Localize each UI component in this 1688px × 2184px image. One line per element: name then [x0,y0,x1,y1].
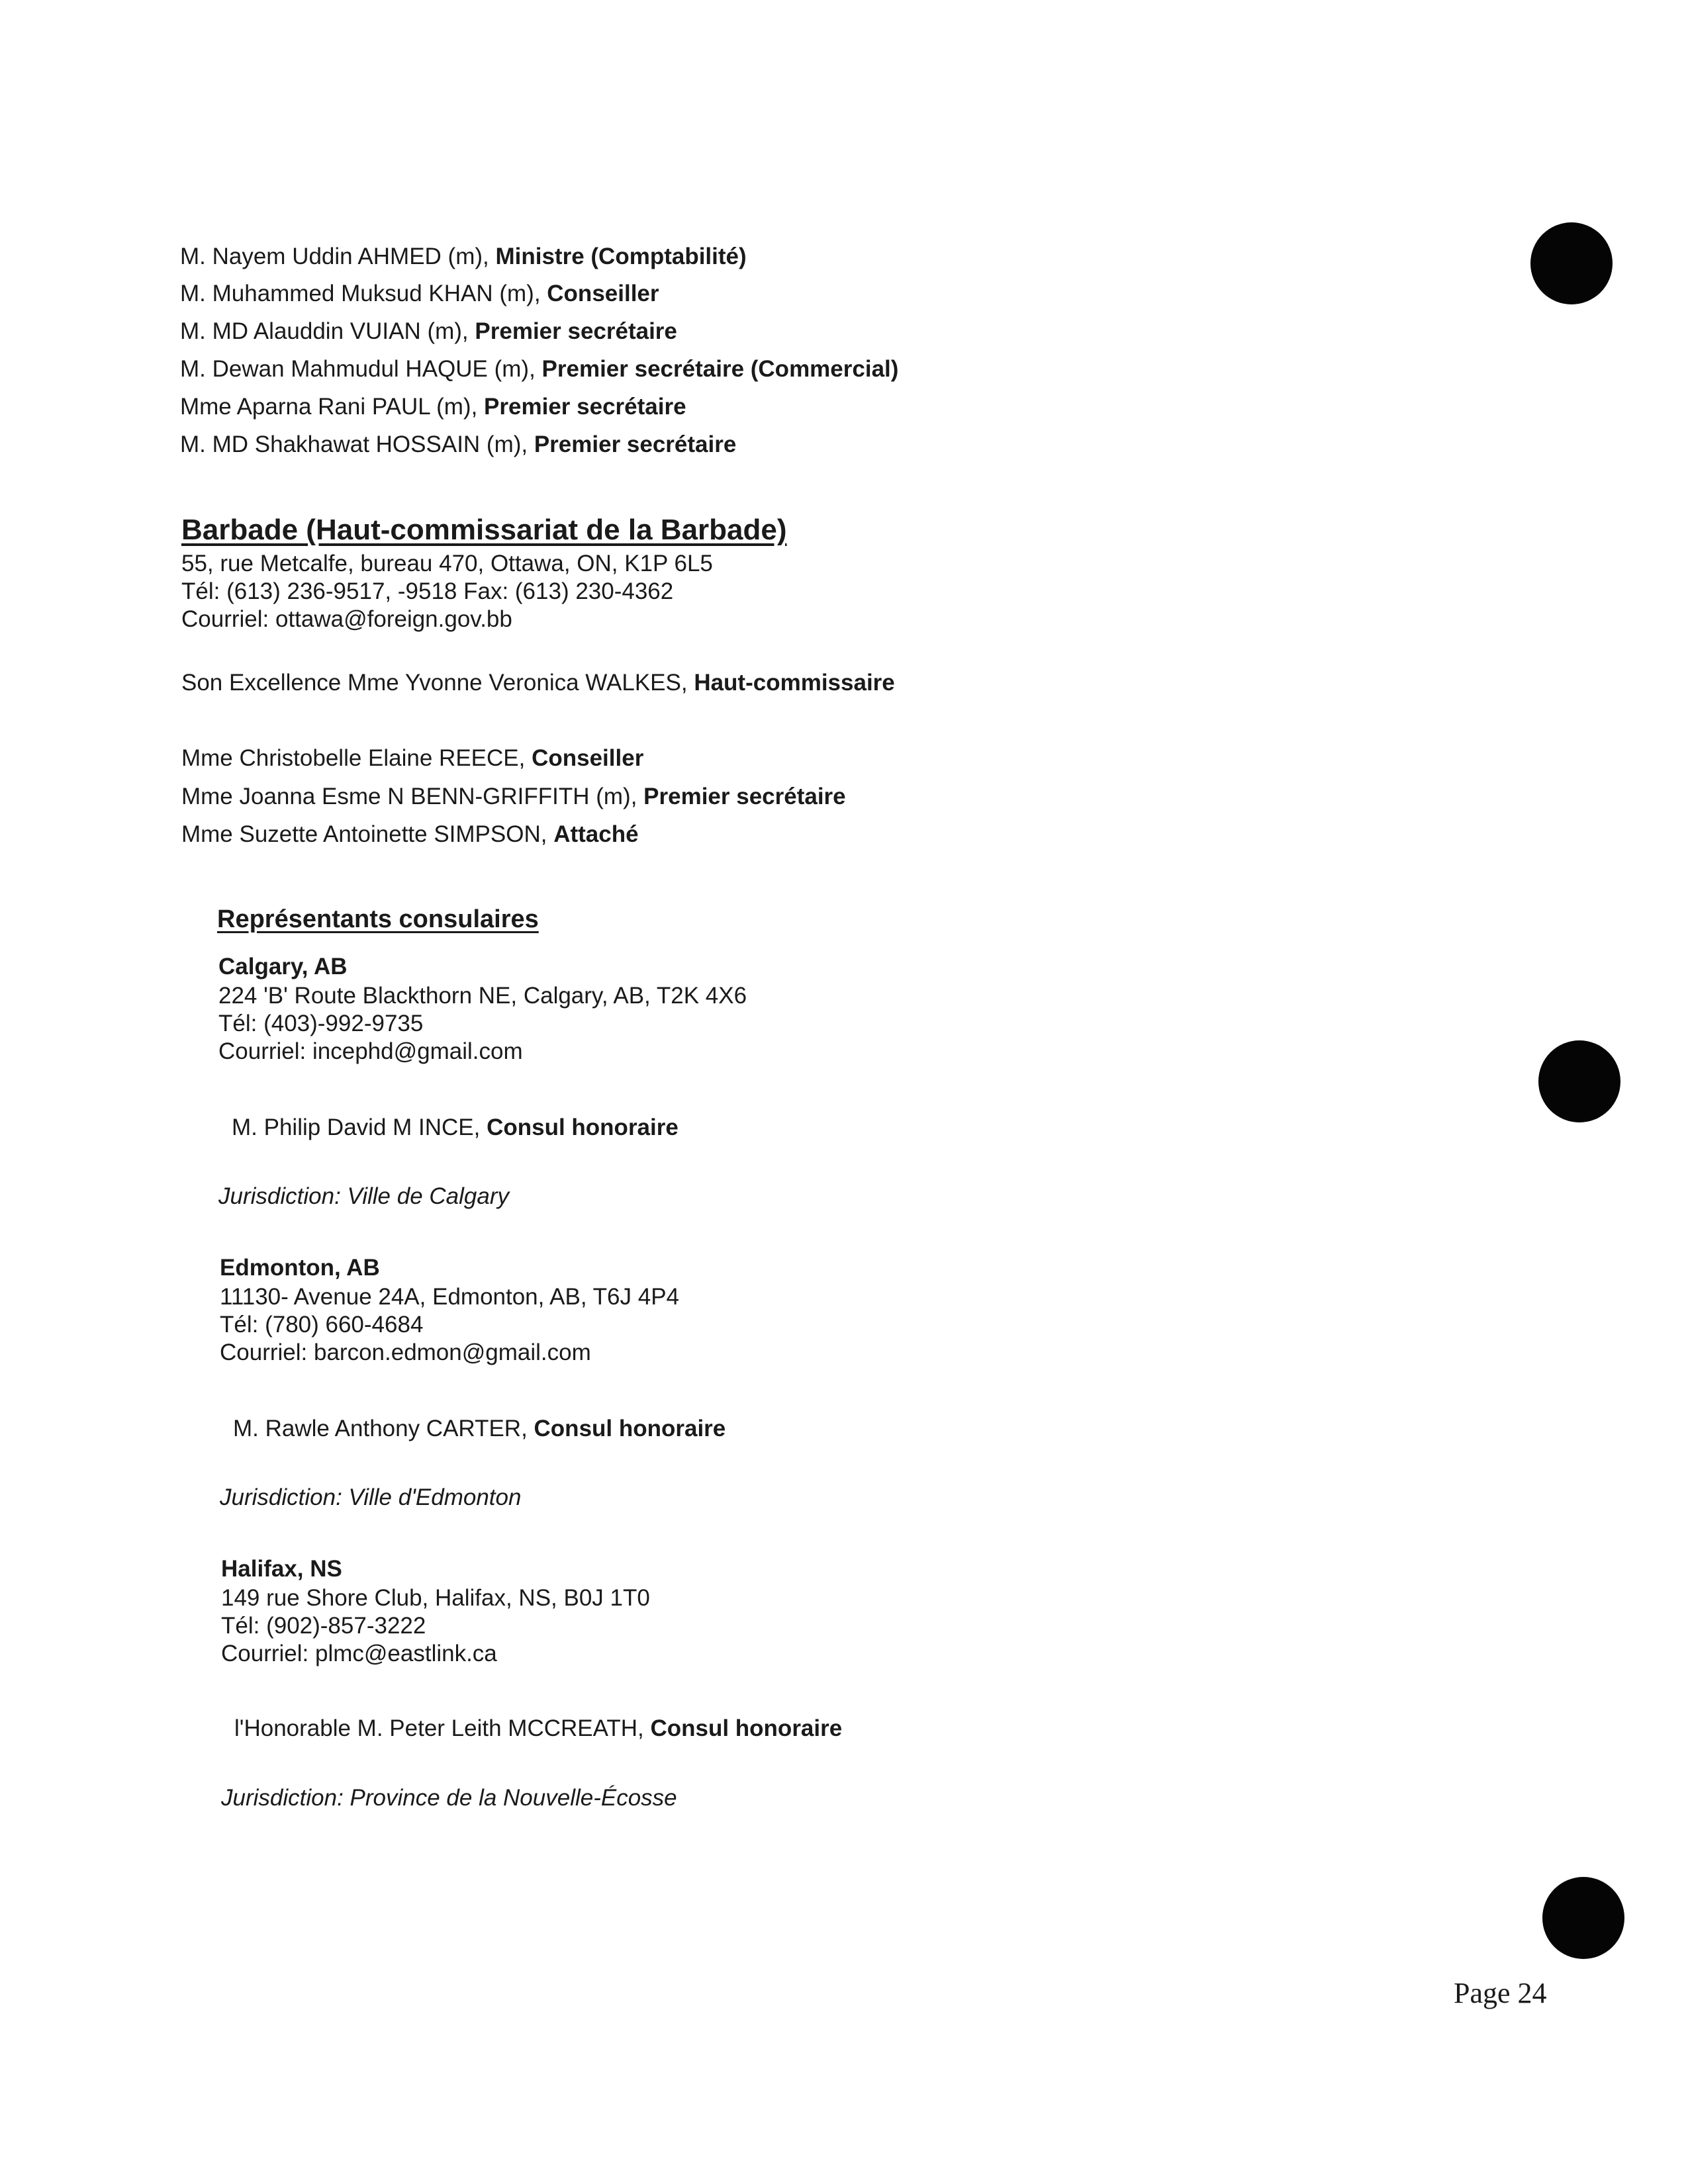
office-address: 11130- Avenue 24A, Edmonton, AB, T6J 4P4 [220,1284,680,1310]
office-city: Halifax, NS [221,1556,342,1582]
consul-name: l'Honorable M. Peter Leith MCCREATH, [234,1715,651,1741]
staff-title: Premier secrétaire [534,432,737,457]
staff-title: Premier secrétaire (Commercial) [541,356,899,382]
barbados-email: Courriel: ottawa@foreign.gov.bb [181,606,512,632]
staff-title: Conseiller [532,745,644,771]
hole-punch-middle [1538,1040,1620,1122]
consul-name: M. Philip David M INCE, [232,1115,487,1140]
staff-entry [180,279,659,308]
staff-name: Mme Joanna Esme N BENN-GRIFFITH (m), [181,784,644,809]
staff-name: M. Muhammed Muksud KHAN (m), [180,281,547,306]
office-city: Calgary, AB [218,954,348,979]
staff-name: Mme Aparna Rani PAUL (m), [180,394,485,420]
office-email: Courriel: incephd@gmail.com [218,1038,523,1064]
staff-entry [181,782,846,811]
staff-title: Conseiller [547,281,659,306]
consul-name: M. Rawle Anthony CARTER, [233,1416,534,1441]
office-address: 224 'B' Route Blackthorn NE, Calgary, AB, T2K 4X6 [218,983,747,1009]
office-phone: Tél: (780) 660-4684 [220,1312,424,1338]
staff-title: Attaché [553,821,639,847]
staff-title: Premier secrétaire [475,318,677,344]
staff-name: M. Nayem Uddin AHMED (m), [180,244,496,269]
staff-entry [180,430,736,459]
page-number: Page 24 [1454,1977,1547,2009]
office-email: Courriel: barcon.edmon@gmail.com [220,1340,591,1365]
office-phone: Tél: (902)-857-3222 [221,1613,426,1639]
staff-name: M. Dewan Mahmudul HAQUE (m), [180,356,542,382]
hole-punch-bottom [1542,1877,1624,1959]
office-jurisdiction: Jurisdiction: Ville de Calgary [218,1183,510,1209]
staff-name: M. MD Alauddin VUIAN (m), [180,318,475,344]
consul-entry [234,1714,842,1743]
office-city: Edmonton, AB [220,1255,380,1281]
barbados-address: 55, rue Metcalfe, bureau 470, Ottawa, ON, K1P 6L5 [181,551,713,576]
office-phone: Tél: (403)-992-9735 [218,1011,424,1036]
staff-name: M. MD Shakhawat HOSSAIN (m), [180,432,534,457]
office-jurisdiction: Jurisdiction: Province de la Nouvelle-Écosse [221,1785,677,1811]
staff-entry [180,392,686,422]
staff-title: Ministre (Comptabilité) [495,244,747,269]
staff-entry [180,317,677,346]
staff-title: Premier secrétaire [643,784,846,809]
consul-entry [232,1113,679,1142]
staff-entry [181,744,643,773]
consul-entry [233,1414,726,1443]
office-address: 149 rue Shore Club, Halifax, NS, B0J 1T0 [221,1585,650,1611]
consul-title: Consul honoraire [534,1416,726,1441]
consul-title: Consul honoraire [650,1715,843,1741]
staff-entry [181,820,639,849]
staff-entry [180,355,898,384]
barbados-heading: Barbade (Haut-commissariat de la Barbade) [181,514,787,546]
staff-title: Premier secrétaire [484,394,686,420]
office-email: Courriel: plmc@eastlink.ca [221,1641,497,1666]
staff-name: Son Excellence Mme Yvonne Veronica WALKES, [181,670,694,696]
barbados-phone: Tél: (613) 236-9517, -9518 Fax: (613) 230-4362 [181,578,674,604]
staff-entry [180,242,747,271]
staff-name: Mme Christobelle Elaine REECE, [181,745,532,771]
consul-title: Consul honoraire [487,1115,679,1140]
head-of-mission [181,668,895,698]
staff-name: Mme Suzette Antoinette SIMPSON, [181,821,554,847]
staff-title: Haut-commissaire [694,670,895,696]
office-jurisdiction: Jurisdiction: Ville d'Edmonton [220,1484,522,1510]
consular-heading: Représentants consulaires [217,905,539,933]
hole-punch-top [1530,222,1613,304]
